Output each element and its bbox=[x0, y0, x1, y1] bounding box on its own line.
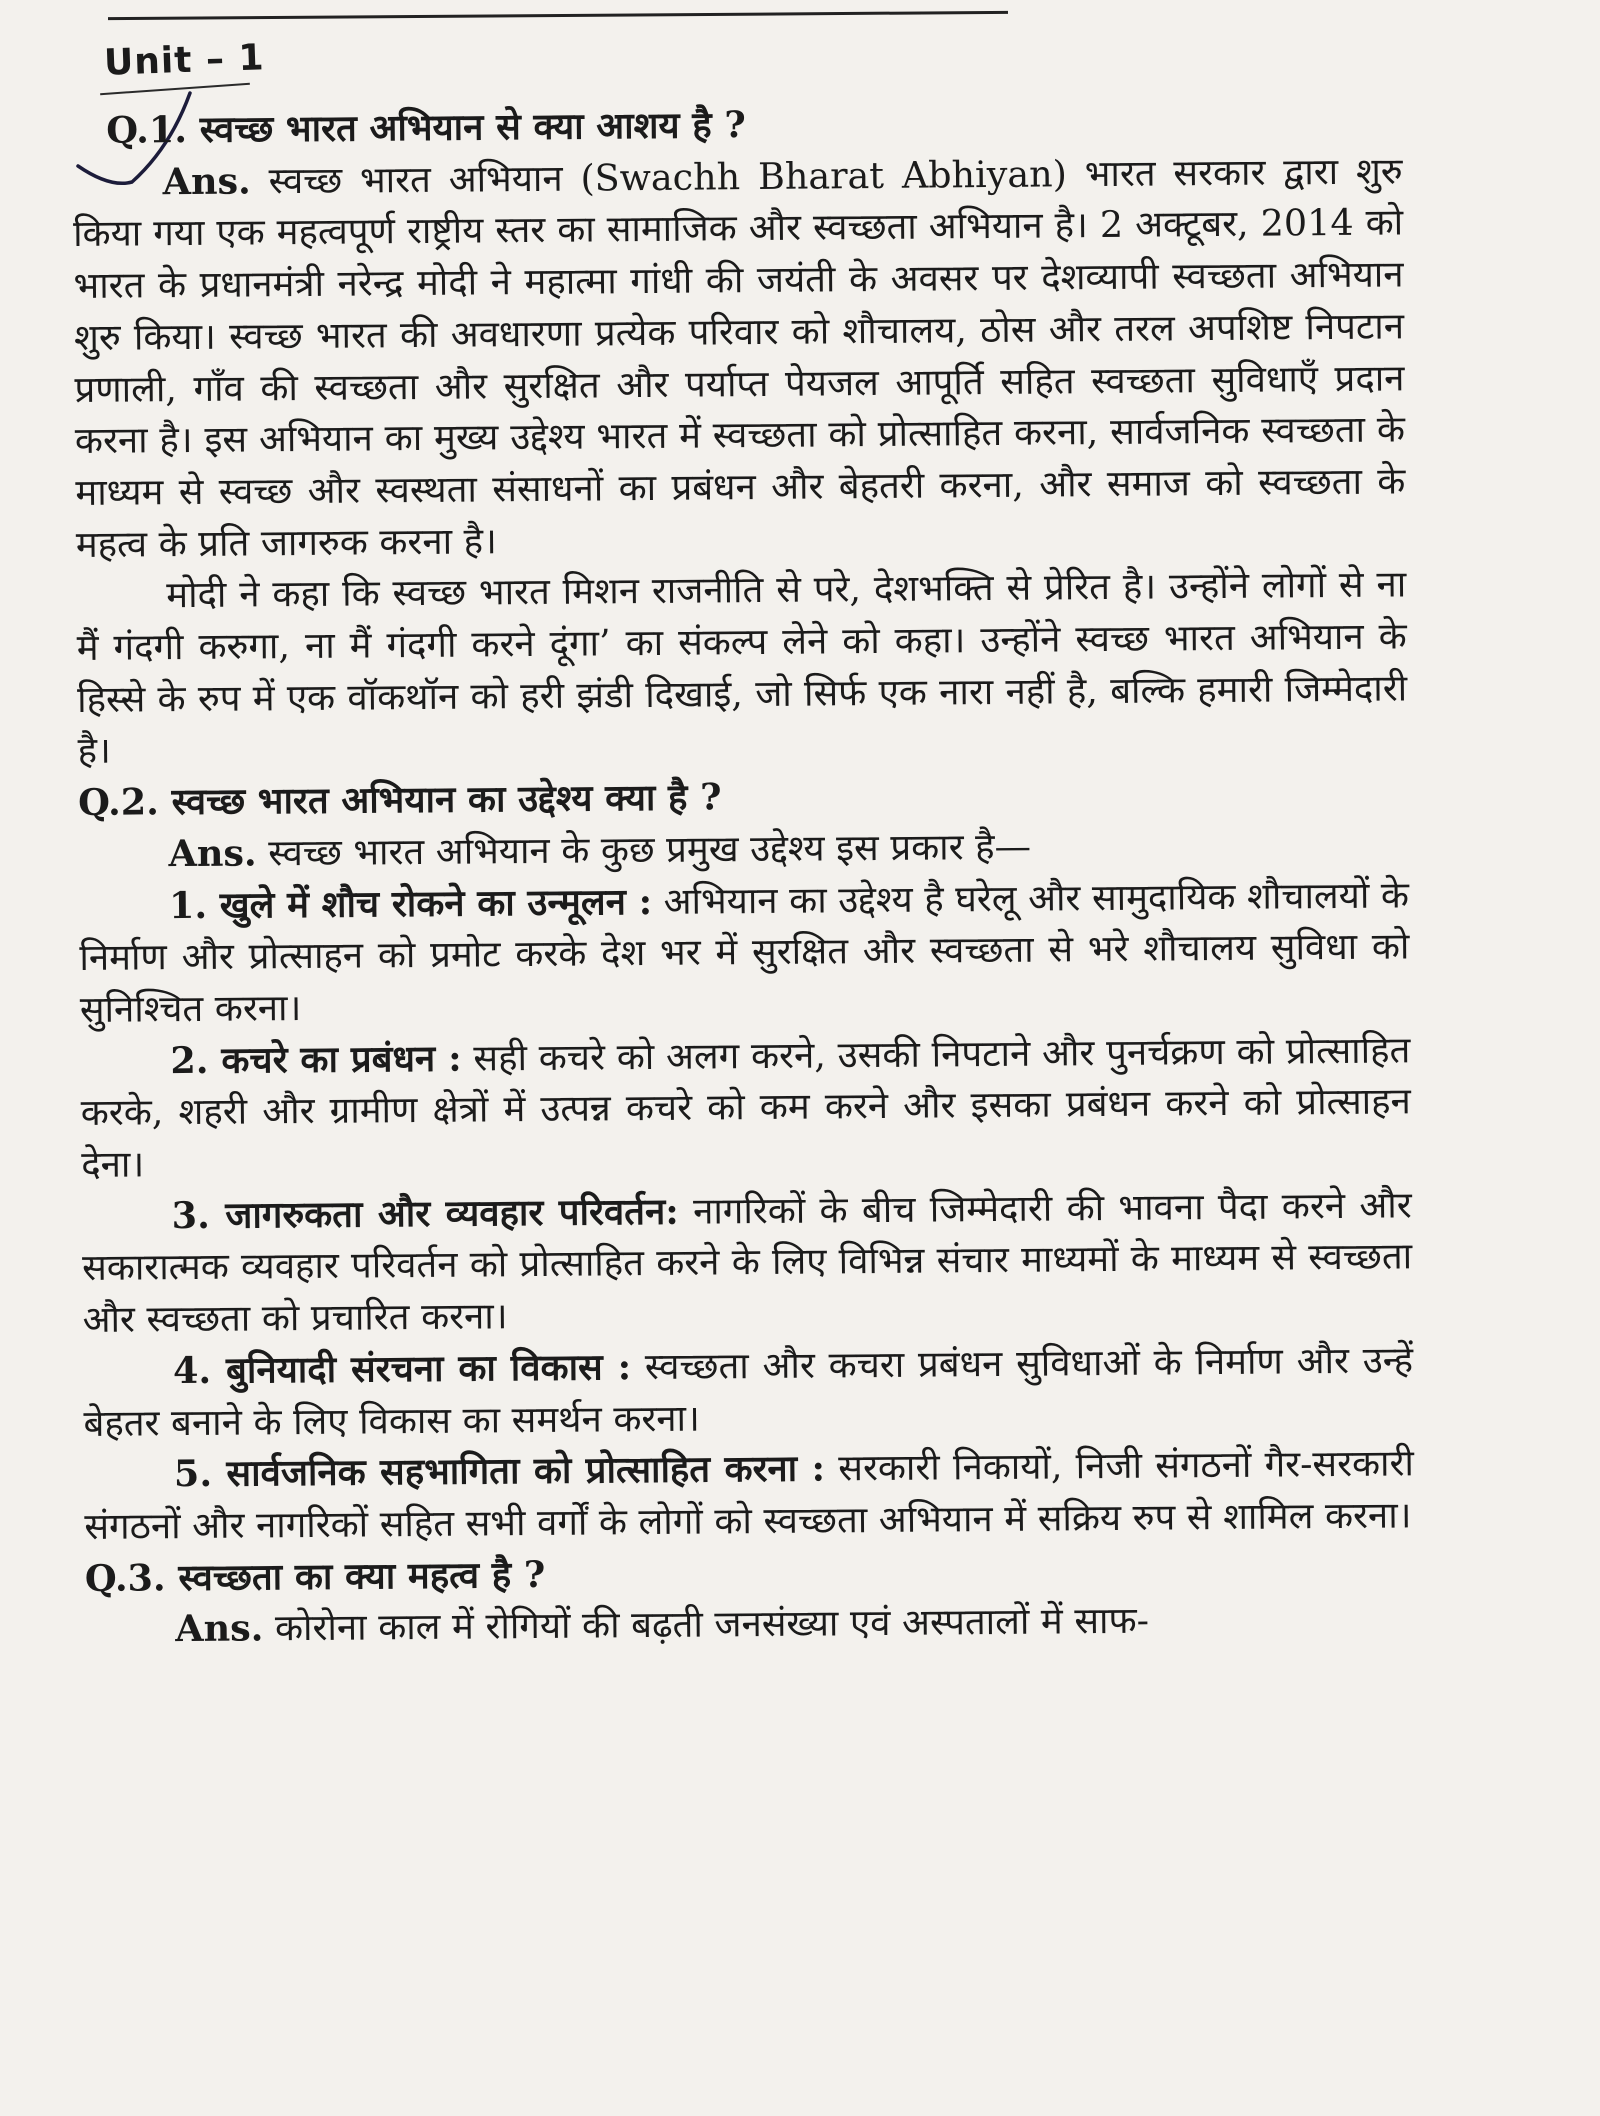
question-3-title: स्वच्छता का क्या महत्व है ? bbox=[178, 1552, 546, 1599]
objective-item-5-text: सरकारी निकायों, निजी संगठनों गैर-सरकारी संगठनों और नागरिकों सहित सभी वर्गों के लोगों को स्वच्छता अभियान में सक्रिय रुप से शामिल करना। bbox=[84, 1441, 1415, 1548]
answer-1-text-2: मोदी ने कहा कि स्वच्छ भारत मिशन राजनीति से परे, देशभक्ति से प्रेरित है। उन्होंने लोगों से ना मैं गंदगी करुगा, ना मैं गंदगी करने दूंगा’ का संकल्प लेने को कहा। उन्होंने स्वच्छ भारत अभियान के हिस्से के रुप में एक वॉकथॉन को हरी झंडी दिखाई, जो सिर्फ एक नारा नहीं है, बल्कि हमारी जिम्मेदारी है। bbox=[76, 562, 1408, 773]
objective-item-3-text: नागरिकों के बीच जिम्मेदारी की भावना पैदा करने और सकारात्मक व्यवहार परिवर्तन को प्रोत्साहित करने के लिए विभिन्न संचार माध्यमों के माध्यम से स्वच्छता और स्वच्छता को प्रचारित करना। bbox=[81, 1183, 1413, 1342]
objective-item-1-title: 1. खुले में शौच रोकने का उन्मूलन : bbox=[168, 879, 653, 927]
question-1-number: Q.1. bbox=[106, 107, 188, 152]
answer-2-intro-text: स्वच्छ भारत अभियान के कुछ प्रमुख उद्देश्य इस प्रकार है— bbox=[268, 824, 1032, 875]
question-2-title: स्वच्छ भारत अभियान का उद्देश्य क्या है ? bbox=[171, 775, 722, 824]
top-rule bbox=[108, 11, 1008, 20]
objective-item-2-title: 2. कचरे का प्रबंधन : bbox=[170, 1036, 462, 1082]
answer-3-paragraph bbox=[85, 1593, 1415, 1656]
objective-item-1 bbox=[79, 869, 1410, 1036]
objective-item-4-title: 4. बुनियादी संरचना का विकास : bbox=[172, 1345, 632, 1393]
objective-item-4-text: स्वच्छता और कचरा प्रबंधन सुविधाओं के निर्माण और उन्हें बेहतर बनाने के लिए विकास का समर्थन करना। bbox=[83, 1338, 1414, 1445]
answer-3-label: Ans. bbox=[175, 1606, 264, 1651]
answer-1-label: Ans. bbox=[162, 159, 251, 203]
answer-3-text: कोरोना काल में रोगियों की बढ़ती जनसंख्या एवं अस्पतालों में साफ- bbox=[274, 1599, 1150, 1650]
document-page bbox=[72, 93, 1415, 1656]
objective-item-3-title: 3. जागरुकता और व्यवहार परिवर्तन: bbox=[171, 1189, 679, 1237]
objective-item-2 bbox=[80, 1024, 1411, 1191]
objective-item-3 bbox=[81, 1179, 1412, 1346]
objective-item-2-text: सही कचरे को अलग करने, उसकी निपटाने और पुनर्चक्रण को प्रोत्साहित करके, शहरी और ग्रामीण क्षेत्रों में उत्पन्न कचरे को कम करने और इसका प्रबंधन करने को प्रोत्साहन देना। bbox=[80, 1028, 1411, 1187]
question-2-number: Q.2. bbox=[77, 780, 160, 825]
answer-1-paragraph-2 bbox=[76, 559, 1408, 777]
objective-item-5 bbox=[84, 1438, 1415, 1553]
answer-1-paragraph-1 bbox=[72, 145, 1406, 570]
unit-heading: Unit – 1 bbox=[103, 37, 266, 84]
objective-item-5-title: 5. सार्वजनिक सहभागिता को प्रोत्साहित करना : bbox=[173, 1446, 826, 1496]
objective-item-4 bbox=[83, 1334, 1414, 1449]
objective-item-1-text: अभियान का उद्देश्य है घरेलू और सामुदायिक शौचालयों के निर्माण और प्रोत्साहन को प्रमोट करके देश भर में सुरक्षित और स्वच्छता से भरे शौचालय सुविधा को सुनिश्चित करना। bbox=[79, 872, 1410, 1031]
answer-2-label: Ans. bbox=[168, 831, 257, 876]
question-3-number: Q.3. bbox=[84, 1555, 166, 1600]
answer-1-text-1: स्वच्छ भारत अभियान (Swachh Bharat Abhiyan) भारत सरकार द्वारा शुरु किया गया एक महत्वपूर्ण राष्ट्रीय स्तर का सामाजिक और स्वच्छता अभियान है। 2 अक्टूबर, 2014 को भारत के प्रधानमंत्री नरेन्द्र मोदी ने महात्मा गांधी की जयंती के अवसर पर देशव्यापी स्वच्छता अभियान शुरु किया। स्वच्छ भारत की अवधारणा प्रत्येक परिवार को शौचालय, ठोस और तरल अपशिष्ट निपटान प्रणाली, गाँव की स्वच्छता और सुरक्षित और पर्याप्त पेयजल आपूर्ति सहित स्वच्छता सुविधाएँ प्रदान करना है। इस अभियान का मुख्य उद्देश्य भारत में स्वच्छता को प्रोत्साहित करना, सार्वजनिक स्वच्छता के माध्यम से स्वच्छ और स्वस्थता संसाधनों का प्रबंधन और बेहतरी करना, और समाज को स्वच्छता के महत्व के प्रति जागरुक करना है। bbox=[72, 149, 1406, 566]
question-1-title: स्वच्छ भारत अभियान से क्या आशय है ? bbox=[199, 103, 746, 151]
